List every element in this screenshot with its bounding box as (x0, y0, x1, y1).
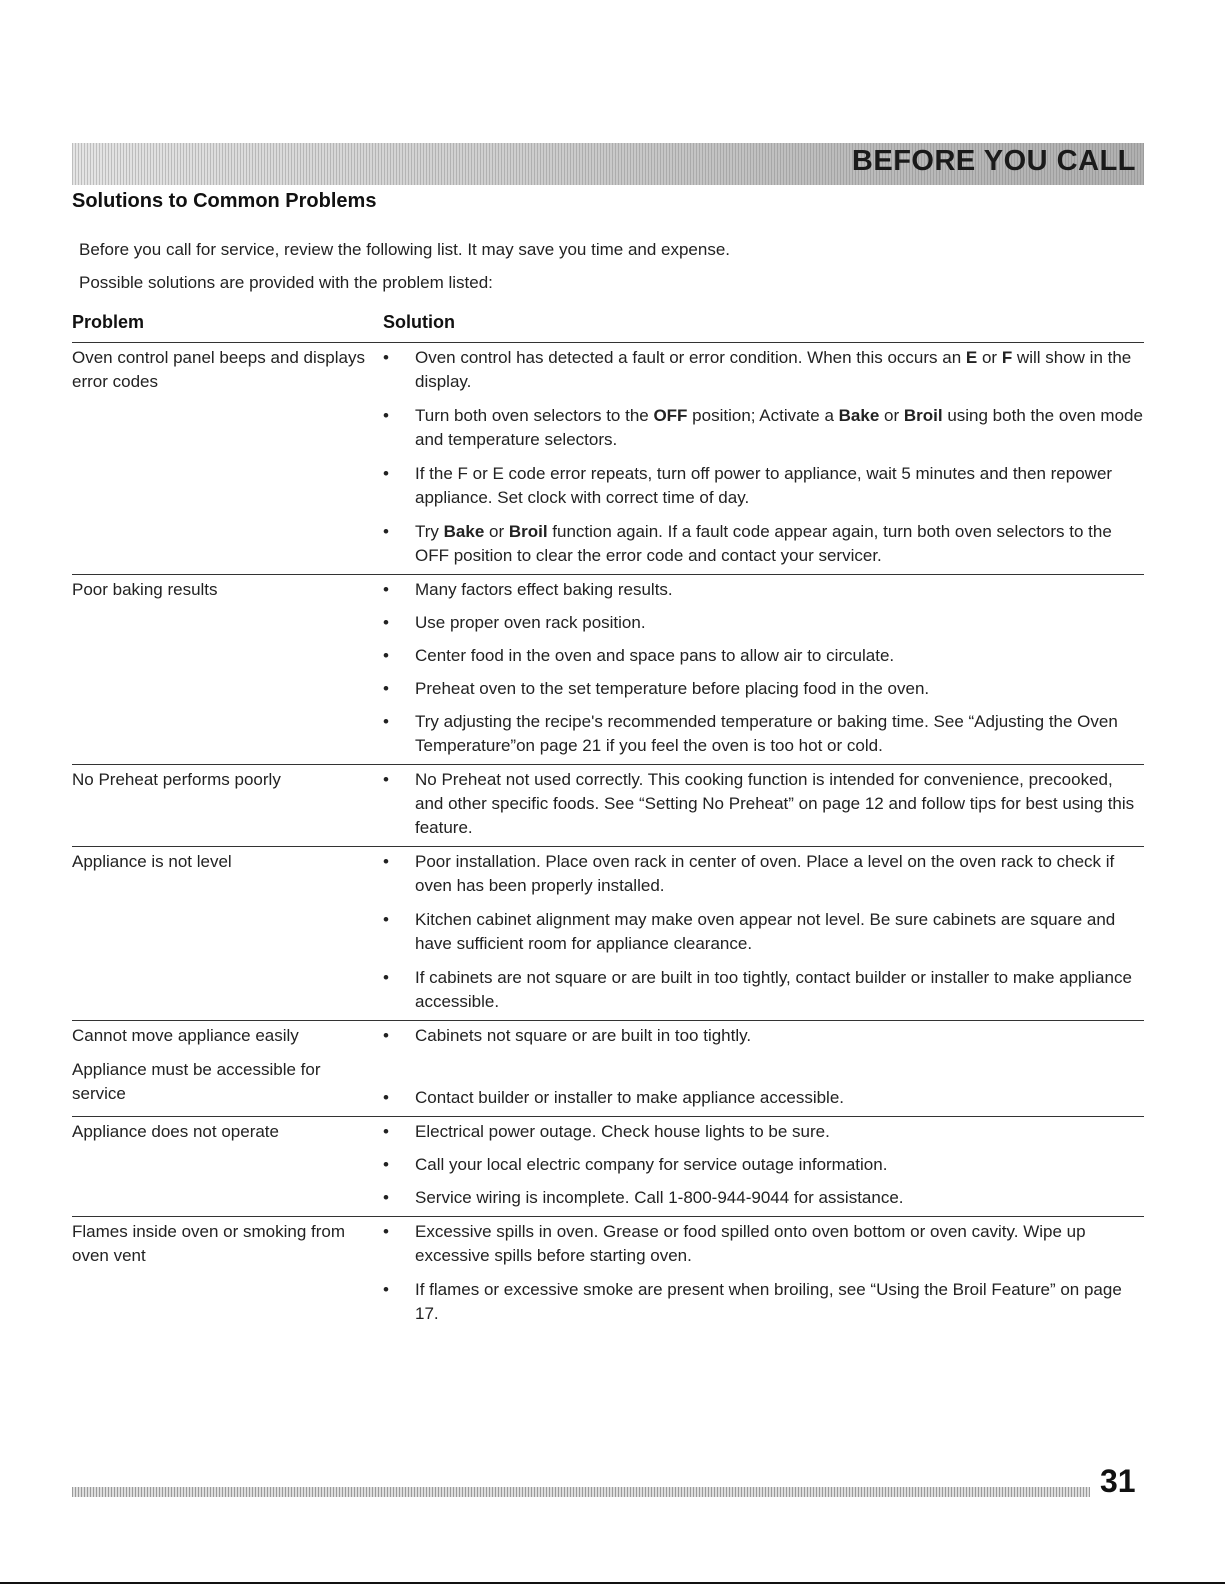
solution-bullet: • Oven control has detected a fault or error condition. When this occurs an E or F will show in the display. (383, 346, 1144, 394)
problem-text: Appliance must be accessible for service (72, 1060, 321, 1103)
intro-line-2: Possible solutions are provided with the problem listed: (79, 273, 493, 292)
page-number: 31 (1100, 1463, 1136, 1499)
problem-text: No Preheat performs poorly (72, 770, 281, 789)
problem-cell (72, 1220, 372, 1278)
solution-cell (383, 850, 1144, 1014)
column-header-problem: Problem (72, 312, 145, 332)
solution-bullet: • Try adjusting the recipe's recommended temperature or baking time. See “Adjusting the Oven Temperature”on page 21 if you feel the oven is too hot or cold. (383, 710, 1144, 758)
solution-bullet: • Center food in the oven and space pans to allow air to circulate. (383, 644, 1144, 668)
table-row (72, 1116, 1144, 1216)
solution-bullet: • Contact builder or installer to make appliance accessible. (383, 1086, 1144, 1110)
table-row (72, 1216, 1144, 1332)
solution-bullet: • If cabinets are not square or are built in too tightly, contact builder or installer to make appliance accessible. (383, 966, 1144, 1014)
problem-text: Appliance does not operate (72, 1122, 279, 1141)
solution-bullet: • Try Bake or Broil function again. If a fault code appear again, turn both oven selectors to the OFF position to clear the error code and contact your servicer. (383, 520, 1144, 568)
problem-cell (72, 1024, 372, 1116)
solution-bullet: • If flames or excessive smoke are present when broiling, see “Using the Broil Feature” on page 17. (383, 1278, 1144, 1326)
solution-bullet: • Use proper oven rack position. (383, 611, 1144, 635)
table-row (72, 1020, 1144, 1116)
solution-bullet: • Preheat oven to the set temperature before placing food in the oven. (383, 677, 1144, 701)
solution-cell (383, 1220, 1144, 1326)
solution-bullet: • No Preheat not used correctly. This cooking function is intended for convenience, precooked, and other specific foods. See “Setting No Preheat” on page 12 and follow tips for best using this feature. (383, 768, 1144, 840)
problem-cell (72, 578, 372, 612)
table-row (72, 846, 1144, 1020)
troubleshooting-table (72, 342, 1144, 1332)
solution-bullet: • Kitchen cabinet alignment may make oven appear not level. Be sure cabinets are square and have sufficient room for appliance clearance. (383, 908, 1144, 956)
header-band (72, 143, 1144, 185)
solution-cell (383, 346, 1144, 568)
problem-text: Cannot move appliance easily (72, 1026, 299, 1045)
solution-bullet: • Many factors effect baking results. (383, 578, 1144, 602)
solution-cell (383, 1120, 1144, 1210)
problem-text: Poor baking results (72, 580, 218, 599)
table-row (72, 574, 1144, 764)
solution-bullet: • Service wiring is incomplete. Call 1-800-944-9044 for assistance. (383, 1186, 1144, 1210)
solution-cell (383, 1024, 1144, 1110)
solution-bullet: • Cabinets not square or are built in too tightly. (383, 1024, 1144, 1048)
table-row (72, 342, 1144, 574)
solution-cell (383, 768, 1144, 840)
solution-bullet: • Poor installation. Place oven rack in center of oven. Place a level on the oven rack to check if oven has been properly installed. (383, 850, 1144, 898)
section-title: Solutions to Common Problems (72, 190, 377, 212)
solution-bullet: • Call your local electric company for service outage information. (383, 1153, 1144, 1177)
problem-cell (72, 768, 372, 802)
problem-cell (72, 1120, 372, 1154)
footer-band (72, 1487, 1090, 1497)
problem-text: Appliance is not level (72, 852, 232, 871)
page-header-title: BEFORE YOU CALL (851, 145, 1136, 177)
solution-bullet: • Excessive spills in oven. Grease or food spilled onto oven bottom or oven cavity. Wipe up excessive spills before starting oven. (383, 1220, 1144, 1268)
solution-bullet: • Electrical power outage. Check house lights to be sure. (383, 1120, 1144, 1144)
problem-cell (72, 346, 372, 404)
problem-text: Flames inside oven or smoking from oven vent (72, 1222, 346, 1265)
problem-text: Oven control panel beeps and displays error codes (72, 348, 365, 391)
intro-line-1: Before you call for service, review the following list. It may save you time and expense. (79, 240, 731, 259)
page-bottom-rule (0, 1582, 1225, 1584)
solution-bullet: • If the F or E code error repeats, turn off power to appliance, wait 5 minutes and then repower appliance. Set clock with correct time of day. (383, 462, 1144, 510)
problem-cell (72, 850, 372, 884)
column-header-solution: Solution (383, 312, 455, 332)
table-row (72, 764, 1144, 846)
solution-cell (383, 578, 1144, 758)
solution-bullet: • Turn both oven selectors to the OFF position; Activate a Bake or Broil using both the oven mode and temperature selectors. (383, 404, 1144, 452)
